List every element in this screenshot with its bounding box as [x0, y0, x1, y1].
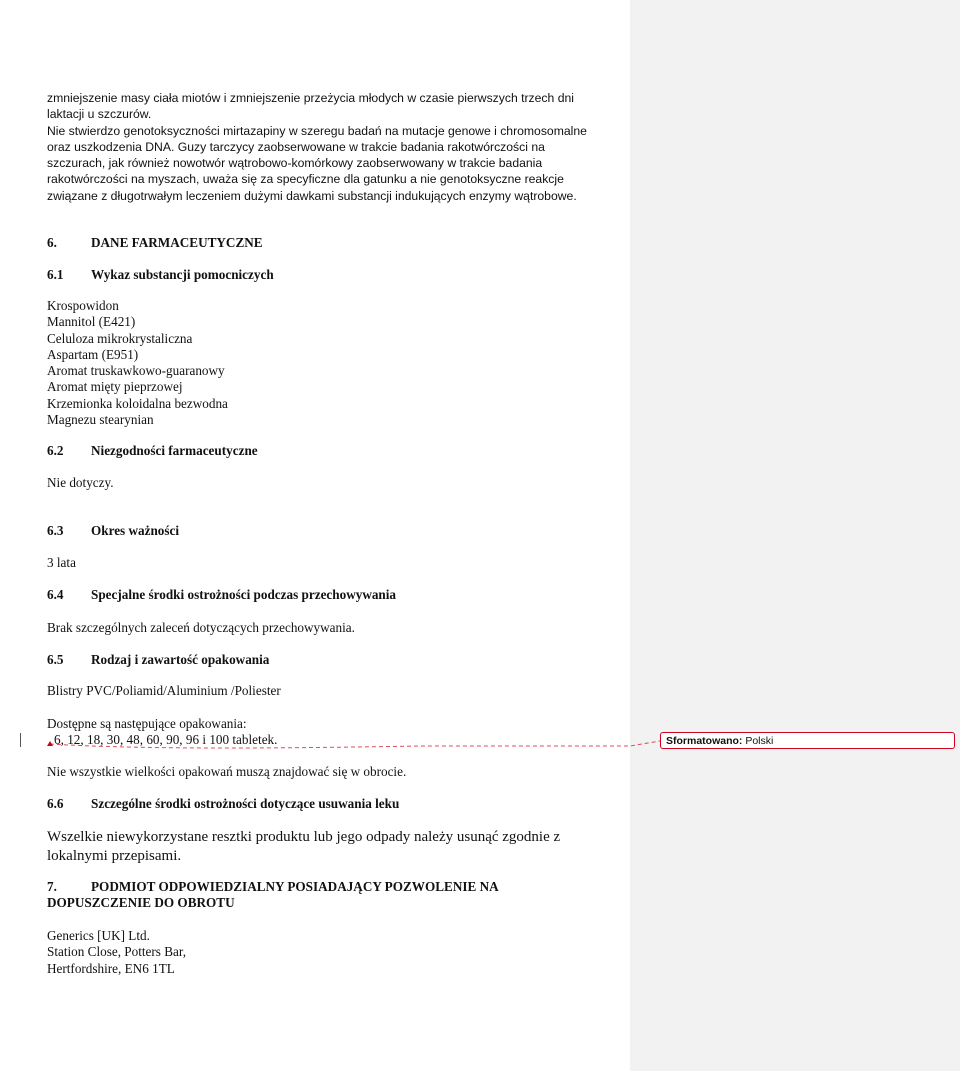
section-title: Specjalne środki ostrożności podczas przechowywania: [91, 587, 397, 602]
list-item: Mannitol (E421): [47, 314, 136, 330]
address-line: Generics [UK] Ltd.: [47, 928, 150, 943]
section-7-heading: [47, 879, 622, 911]
packs-intro: Dostępne są następujące opakowania:: [47, 716, 247, 731]
section-number: 6.1: [47, 267, 64, 282]
change-bar: [20, 733, 21, 747]
section-number: 6.6: [47, 796, 64, 811]
section-6-heading: [47, 235, 263, 251]
insertion-marker-icon: [47, 741, 53, 746]
section-title: PODMIOT ODPOWIEDZIALNY POSIADAJĄCY POZWOLENIE NA: [91, 879, 499, 894]
section-title: Okres ważności: [91, 523, 180, 538]
section-text: 3 lata: [47, 555, 76, 570]
section-number: 6.2: [47, 443, 64, 458]
disposal-line: Wszelkie niewykorzystane resztki produktu lub jego odpady należy usunąć zgodnie z: [47, 829, 561, 845]
list-item: Krospowidon: [47, 298, 119, 313]
section-text: Blistry PVC/Poliamid/Aluminium /Poliester: [47, 683, 281, 698]
section-6-4-heading: [47, 587, 396, 603]
formatting-comment-balloon[interactable]: [660, 732, 955, 749]
disposal-paragraph: [47, 828, 622, 866]
address-line: Station Close, Potters Bar,: [47, 944, 187, 960]
pack-sizes: 6, 12, 18, 30, 48, 60, 90, 96 i 100 tabletek.: [54, 732, 278, 747]
intro-paragraph: [47, 90, 622, 204]
disposal-line: lokalnymi przepisami.: [47, 848, 182, 864]
section-text: Brak szczególnych zaleceń dotyczących przechowywania.: [47, 620, 355, 635]
intro-line: Nie stwierdzo genotoksyczności mirtazapiny w szeregu badań na mutacje genowe i chromosomalne: [47, 123, 587, 138]
comment-value: Polski: [745, 735, 774, 747]
section-title: Szczególne środki ostrożności dotyczące usuwania leku: [91, 796, 400, 811]
section-number: 6.: [47, 235, 57, 250]
list-item: Aromat mięty pieprzowej: [47, 379, 183, 395]
availability-note: Nie wszystkie wielkości opakowań muszą znajdować się w obrocie.: [47, 764, 407, 779]
intro-line: oraz uszkodzenia DNA. Guzy tarczycy zaobserwowane w trakcie badania rakotwórczości na: [47, 139, 545, 154]
intro-line: szczurach, jak również nowotwór wątrobowo-komórkowy zaobserwowany w trakcie badania: [47, 156, 543, 171]
section-title: DANE FARMACEUTYCZNE: [91, 235, 263, 250]
section-title: Niezgodności farmaceutyczne: [91, 443, 258, 458]
list-item: Aromat truskawkowo-guaranowy: [47, 363, 225, 379]
intro-line: związane z długotrwałym leczeniem dużymi dawkami substancji indukujących enzymy wątrobowe.: [47, 188, 577, 203]
list-item: Magnezu stearynian: [47, 412, 154, 428]
section-6-2-heading: [47, 443, 258, 459]
address-line: Hertfordshire, EN6 1TL: [47, 960, 175, 976]
excipients-list: [47, 298, 622, 428]
section-6-6-heading: [47, 796, 399, 812]
intro-line: rakotwórczości na myszach, uważa się za specyficzne dla gatunku a nie genotoksyczne reakcje: [47, 172, 564, 187]
section-title: DOPUSZCZENIE DO OBROTU: [47, 895, 235, 910]
section-number: 6.5: [47, 652, 64, 667]
section-text: Nie dotyczy.: [47, 475, 114, 490]
section-number: 6.4: [47, 587, 64, 602]
mah-address: [47, 928, 622, 977]
list-item: Aspartam (E951): [47, 346, 139, 362]
list-item: Celuloza mikrokrystaliczna: [47, 330, 193, 346]
intro-line: zmniejszenie masy ciała miotów i zmniejszenie przeżycia młodych w czasie pierwszych trzech dni: [47, 91, 574, 105]
section-6-1-heading: [47, 267, 274, 283]
section-number: 7.: [47, 879, 57, 894]
section-6-5-heading: [47, 652, 269, 668]
section-title: Rodzaj i zawartość opakowania: [91, 652, 270, 667]
section-number: 6.3: [47, 523, 64, 538]
comment-label: Sformatowano:: [666, 735, 743, 747]
markup-margin-pane: [630, 0, 960, 1071]
list-item: Krzemionka koloidalna bezwodna: [47, 395, 228, 411]
intro-line: laktacji u szczurów.: [47, 107, 152, 122]
section-title: Wykaz substancji pomocniczych: [91, 267, 274, 282]
section-6-3-heading: [47, 523, 179, 539]
